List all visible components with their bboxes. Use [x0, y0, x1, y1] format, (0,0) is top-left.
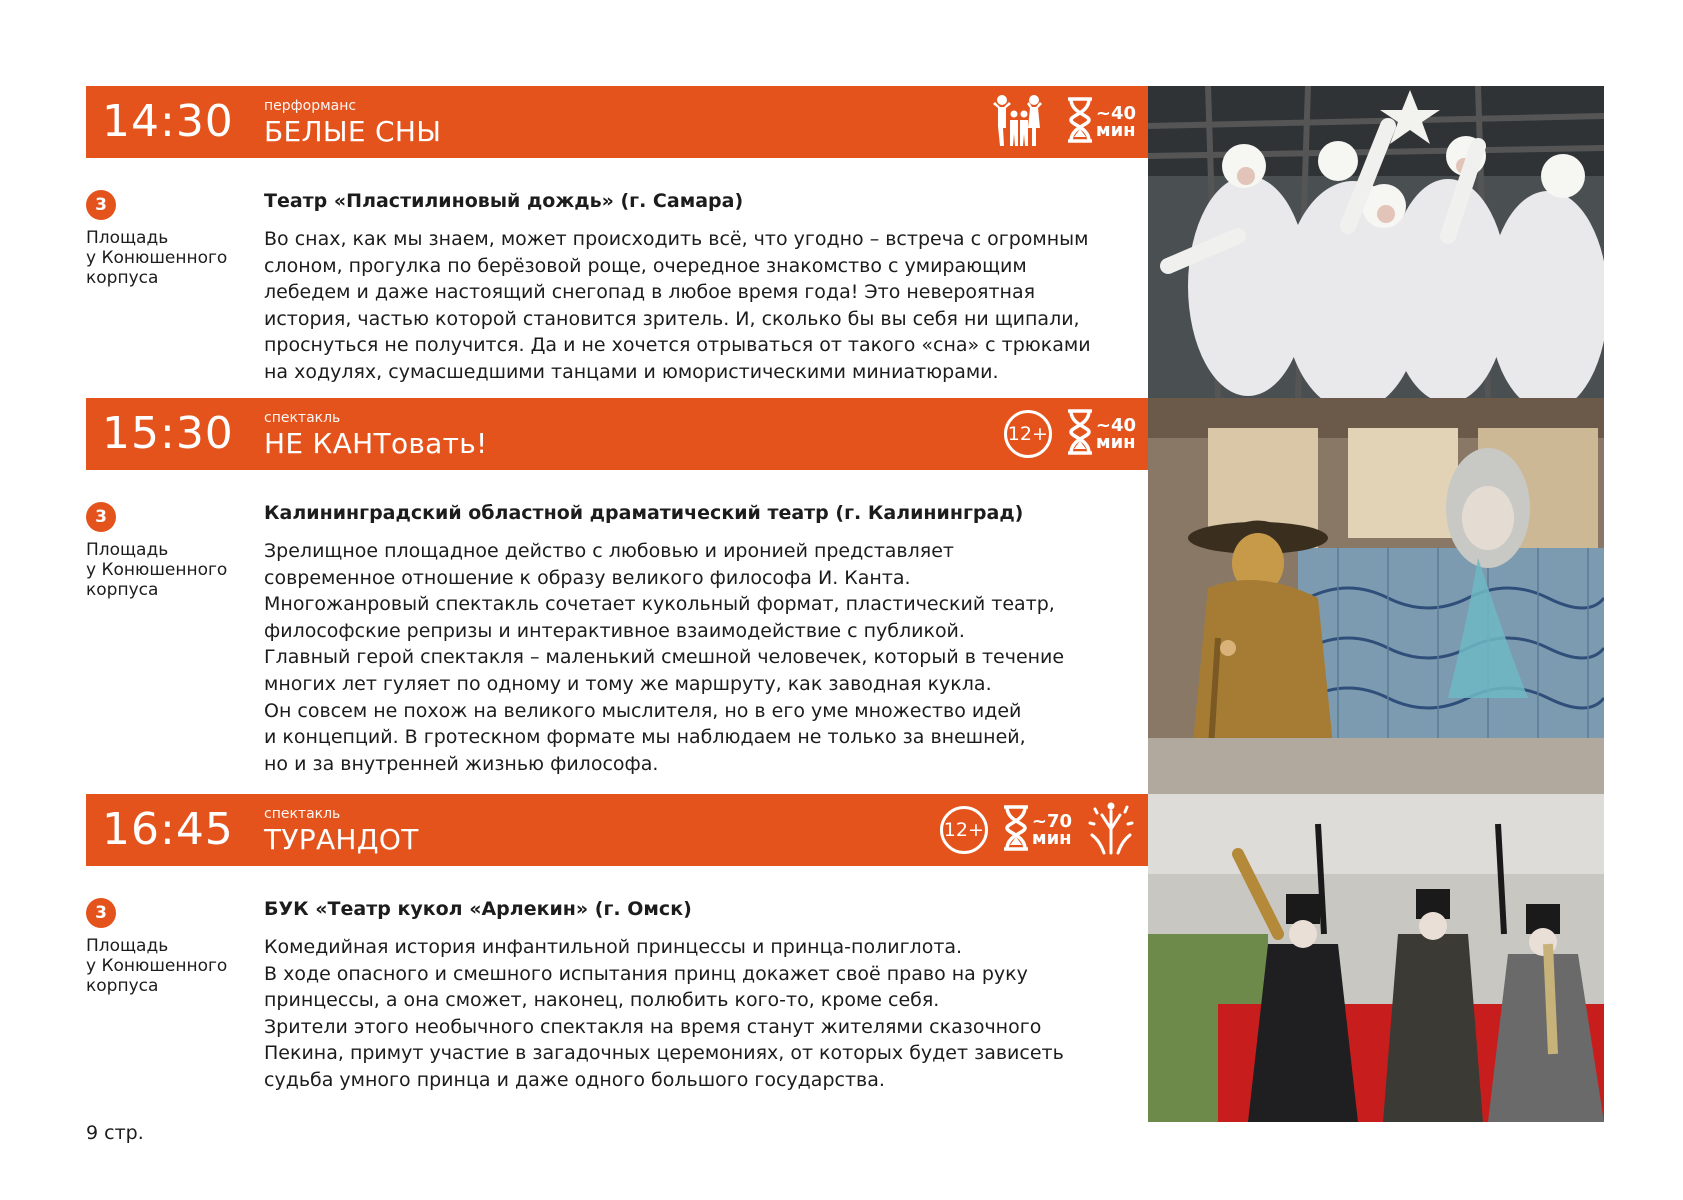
- event-organizer: Калининградский областной драматический театр (г. Калининград): [264, 502, 1024, 524]
- event-icons: [1004, 406, 1136, 462]
- event-content: [264, 500, 1139, 777]
- event-genre: спектакль: [264, 806, 341, 822]
- event-genre: спектакль: [264, 410, 341, 426]
- fireworks-icon: [1086, 801, 1136, 859]
- venue-number-badge: 3: [86, 190, 116, 220]
- venue-name: Площадь у Конюшенного корпуса: [86, 540, 228, 600]
- page-number: 9 стр.: [86, 1122, 144, 1144]
- event-time: 14:30: [102, 96, 234, 147]
- hourglass-icon: [1066, 97, 1094, 147]
- event-description: Во снах, как мы знаем, может происходить всё, что угодно – встреча с огромным слоном, прогулка по берёзовой роще, очередное знакомство с умирающим лебедем и даже настоящий снегопад в любое время года! Это невероятная история, частью которой становится зритель. И, сколько бы вы себя ни щипали, проснуться не получится. Да и не хочется отрываться от такого «сна» с трюками на ходулях, сумасшедшими танцами и юмористическими миниатюрами.: [264, 228, 1091, 383]
- venue-number-badge: 3: [86, 502, 116, 532]
- event-icons: [940, 802, 1136, 858]
- event-genre: перформанс: [264, 98, 357, 114]
- hourglass-icon: [1002, 805, 1030, 855]
- event-description: Зрелищное площадное действо с любовью и иронией представляет современное отношение к образу великого философа И. Канта. Многожанровый спектакль сочетает кукольный формат, пластический театр, философские репризы и интерактивное взаимодействие с публикой. Главный герой спектакля – маленький смешной человечек, который в течение многих лет гуляет по одному и тому же маршруту, как заводная кукла. Он совсем не похож на великого мыслителя, но в его уме множество идей и концепций. В гротескном формате мы наблюдаем не только за внешней, но и за внутренней жизнью философа.: [264, 540, 1065, 775]
- event-organizer: БУК «Театр кукол «Арлекин» (г. Омск): [264, 898, 692, 920]
- event-header: [86, 86, 1148, 158]
- event-description: Комедийная история инфантильной принцессы и принца-полиглота. В ходе опасного и смешного испытания принц докажет своё право на руку принцессы, а она сможет, наконец, полюбить кого-то, кроме себя. Зрители этого необычного спектакля на время станут жителями сказочного Пекина, примут участие в загадочных церемониях, от которых будет зависеть судьба умного принца и даже одного большого государства.: [264, 936, 1064, 1091]
- event-header: [86, 794, 1148, 866]
- duration-value: ~70: [1031, 811, 1072, 832]
- event-content: [264, 896, 1139, 1094]
- duration-value: ~40: [1095, 103, 1136, 124]
- event-time: 16:45: [102, 804, 234, 855]
- hourglass-icon: [1066, 409, 1094, 459]
- family-icon: [990, 92, 1052, 152]
- event-icons: [990, 94, 1136, 150]
- event-title: БЕЛЫЕ СНЫ: [264, 115, 442, 148]
- event-photo: [1148, 794, 1604, 1122]
- event-time: 15:30: [102, 408, 234, 459]
- venue-name: Площадь у Конюшенного корпуса: [86, 228, 228, 288]
- duration-value: ~40: [1095, 415, 1136, 436]
- event-title: ТУРАНДОТ: [264, 823, 419, 856]
- event-title: НЕ КАНТовать!: [264, 427, 488, 460]
- age-rating-icon: 12+: [940, 806, 988, 854]
- venue-number-badge: 3: [86, 898, 116, 928]
- duration: [1066, 409, 1136, 459]
- venue: [86, 190, 246, 288]
- event-content: [264, 188, 1139, 386]
- event-photo: [1148, 398, 1604, 794]
- venue: [86, 898, 246, 996]
- duration-unit: мин: [1095, 432, 1136, 453]
- venue-name: Площадь у Конюшенного корпуса: [86, 936, 228, 996]
- duration: [1066, 97, 1136, 147]
- duration: [1002, 805, 1072, 855]
- event-photo: [1148, 86, 1604, 398]
- duration-unit: мин: [1095, 120, 1136, 141]
- event-organizer: Театр «Пластилиновый дождь» (г. Самара): [264, 190, 744, 212]
- age-rating-icon: 12+: [1004, 410, 1052, 458]
- duration-unit: мин: [1031, 828, 1072, 849]
- venue: [86, 502, 246, 600]
- event-header: [86, 398, 1148, 470]
